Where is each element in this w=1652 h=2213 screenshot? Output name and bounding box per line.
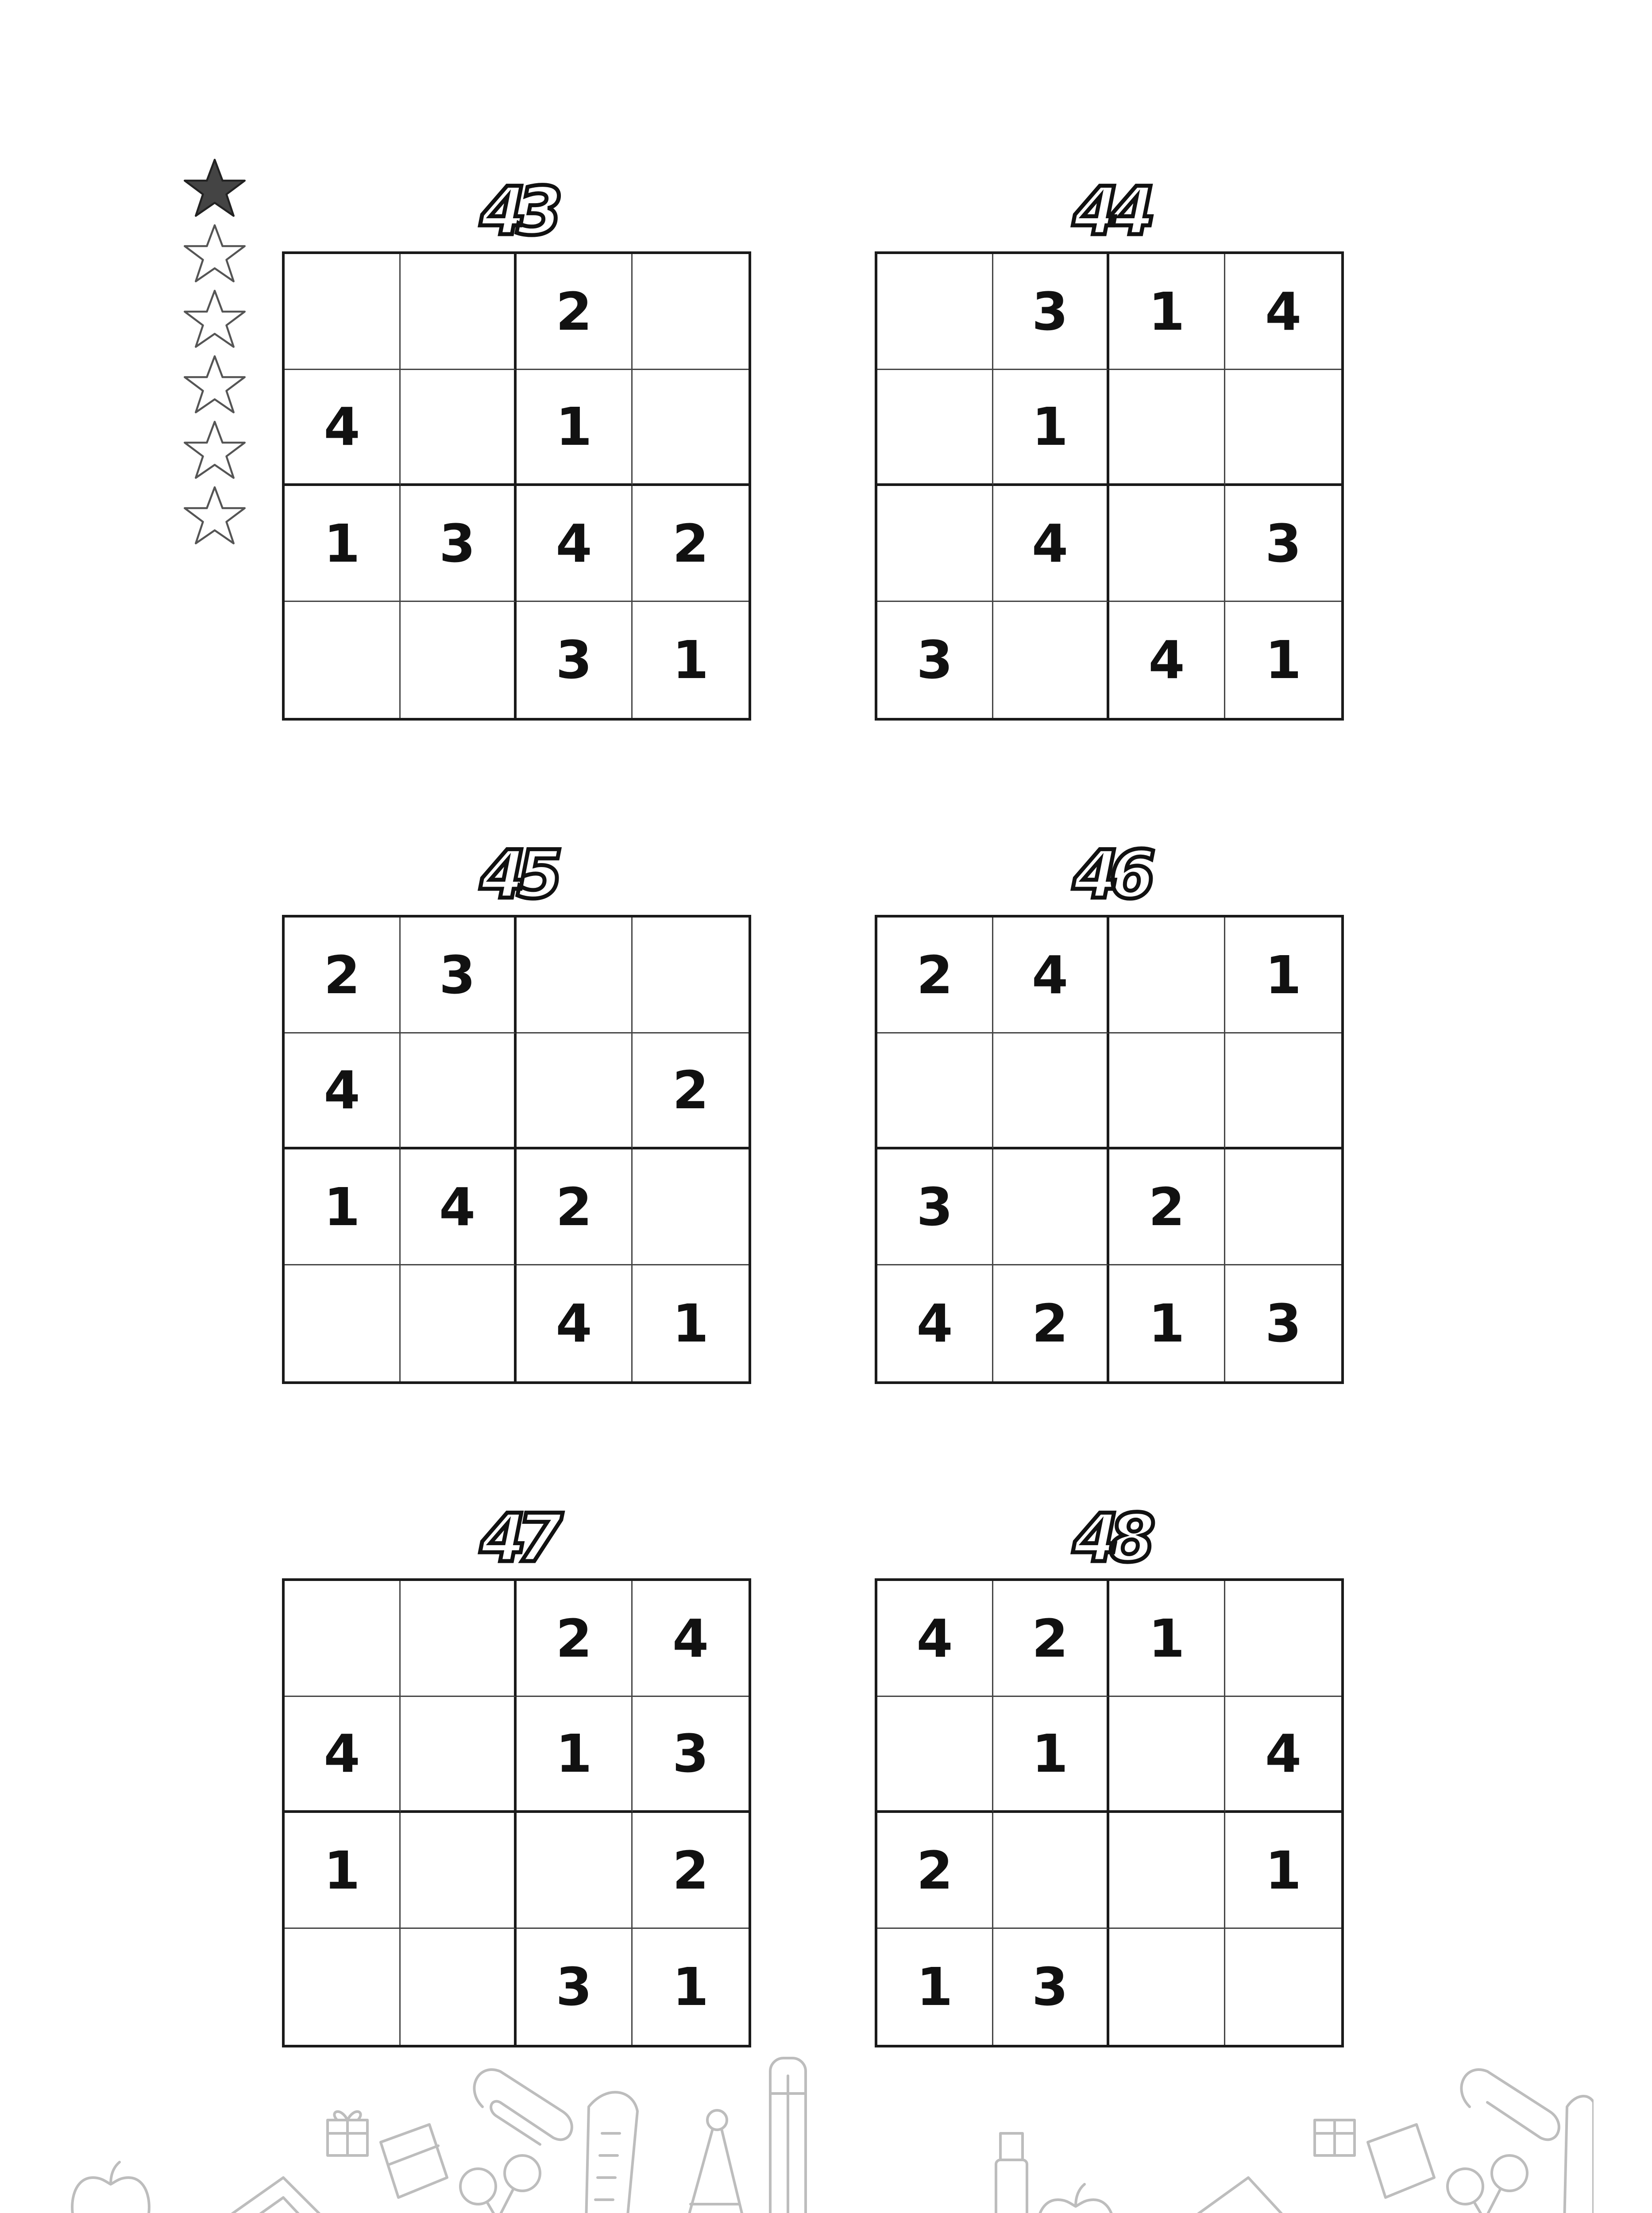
sudoku-cell[interactable] [401,1033,517,1149]
sudoku-grid [282,915,751,1384]
sudoku-cell[interactable] [517,918,633,1033]
puzzle-number: 47 [480,1500,553,1577]
sudoku-cell[interactable] [1109,1033,1225,1149]
sudoku-cell[interactable] [993,1813,1109,1929]
sudoku-cell[interactable] [633,1149,749,1265]
sudoku-grid [875,1578,1344,2047]
compass-icon [677,2110,753,2213]
sudoku-cell[interactable]: 3 [993,1929,1109,2045]
sudoku-cell[interactable] [401,370,517,486]
sudoku-cell[interactable] [1109,918,1225,1033]
sudoku-cell[interactable]: 2 [633,1813,749,1929]
sudoku-cell[interactable]: 1 [285,1149,401,1265]
backpack-icon [208,2178,336,2213]
puzzle-number: 44 [1073,173,1146,250]
sudoku-cell[interactable] [285,1929,401,2045]
sudoku-cell[interactable] [1225,370,1341,486]
sudoku-cell[interactable]: 2 [993,1581,1109,1697]
sudoku-cell[interactable]: 1 [672,1293,709,1354]
sudoku-cell[interactable] [1225,1149,1341,1265]
paperclip-icon [1461,2070,1559,2140]
sudoku-cell[interactable] [877,1697,993,1813]
gift-icon [1315,2120,1355,2155]
scissors-icon [1447,2155,1527,2213]
sudoku-cell[interactable]: 1 [1265,629,1302,690]
sudoku-cell[interactable]: 1 [877,1929,993,2045]
sudoku-cell[interactable] [401,602,517,718]
sudoku-cell[interactable]: 2 [285,918,401,1033]
sudoku-cell[interactable] [285,254,401,370]
sudoku-cell[interactable] [1225,1929,1341,2045]
sudoku-cell[interactable]: 4 [633,1581,749,1697]
sudoku-cell[interactable]: 4 [1225,1697,1341,1813]
sudoku-cell[interactable]: 3 [877,1149,993,1265]
sudoku-cell[interactable] [993,1033,1109,1149]
sudoku-cell[interactable]: 1 [285,486,401,602]
difficulty-rating [181,157,252,550]
sudoku-cell[interactable] [1109,486,1225,602]
sudoku-cell[interactable]: 1 [517,1697,633,1813]
sudoku-cell[interactable]: 1 [1109,254,1225,370]
sudoku-cell[interactable]: 1 [1109,1265,1225,1381]
sudoku-cell[interactable] [1109,1813,1225,1929]
sudoku-grid [875,915,1344,1384]
sudoku-cell[interactable]: 4 [993,486,1109,602]
sudoku-cell[interactable] [401,1813,517,1929]
sudoku-cell[interactable] [877,1033,993,1149]
star-outline-icon [181,223,248,285]
sudoku-cell[interactable]: 4 [1225,254,1341,370]
puzzle-number: 46 [1073,837,1146,914]
sudoku-cell[interactable]: 1 [993,370,1109,486]
sudoku-cell[interactable]: 3 [877,602,993,718]
sudoku-grid [282,1578,751,2047]
eraser-icon [381,2124,447,2198]
sudoku-cell[interactable]: 2 [517,1149,633,1265]
sudoku-grid [282,251,751,721]
sudoku-cell[interactable]: 2 [877,1813,993,1929]
sudoku-cell[interactable]: 3 [401,486,517,602]
sudoku-cell[interactable]: 3 [633,1697,749,1813]
sudoku-cell[interactable] [1109,1697,1225,1813]
paperclip-icon [474,2070,571,2144]
star-filled-icon [181,157,248,219]
sudoku-cell[interactable]: 2 [517,1581,633,1697]
sudoku-cell[interactable] [517,1033,633,1149]
sudoku-cell[interactable]: 2 [517,254,633,370]
sudoku-cell[interactable]: 1 [1225,918,1341,1033]
sudoku-cell[interactable] [1109,370,1225,486]
box-cutter-icon [584,2092,637,2213]
sudoku-cell[interactable] [401,1581,517,1697]
sudoku-cell[interactable]: 3 [993,254,1109,370]
sudoku-cell[interactable]: 1 [1109,1581,1225,1697]
sudoku-cell[interactable]: 3 [401,918,517,1033]
pen-icon [770,2058,806,2213]
sudoku-cell[interactable] [993,1149,1109,1265]
sudoku-cell[interactable]: 2 [633,486,749,602]
apple-icon [72,2162,149,2213]
sudoku-cell[interactable]: 4 [285,370,401,486]
sudoku-cell[interactable]: 3 [1225,486,1341,602]
sudoku-grid [875,251,1344,721]
sudoku-cell[interactable] [633,370,749,486]
sudoku-cell[interactable] [401,1265,517,1381]
star-outline-icon [181,354,248,416]
sudoku-cell[interactable] [633,918,749,1033]
sudoku-cell[interactable]: 1 [517,370,633,486]
sudoku-cell[interactable] [993,602,1109,718]
sudoku-cell[interactable]: 2 [633,1033,749,1149]
puzzle-number: 43 [480,173,553,250]
sudoku-cell[interactable]: 4 [993,918,1109,1033]
sudoku-cell[interactable]: 4 [877,1581,993,1697]
sudoku-cell[interactable] [1109,1929,1225,2045]
sudoku-cell[interactable]: 3 [517,602,633,718]
sudoku-cell[interactable]: 3 [517,1929,633,2045]
sudoku-cell[interactable] [401,1929,517,2045]
sudoku-cell[interactable] [877,370,993,486]
glue-stick-icon [996,2133,1027,2213]
sudoku-cell[interactable]: 2 [1109,1149,1225,1265]
star-outline-icon [181,485,248,547]
sudoku-cell[interactable]: 4 [285,1697,401,1813]
sudoku-cell[interactable] [877,254,993,370]
backpack-icon [1169,2178,1301,2213]
sudoku-cell[interactable]: 1 [993,1697,1109,1813]
sudoku-cell[interactable] [285,1265,401,1381]
sudoku-cell[interactable]: 4 [517,1265,633,1381]
sudoku-cell[interactable] [1225,1581,1341,1697]
star-outline-icon [181,288,248,350]
sudoku-cell[interactable]: 2 [877,918,993,1033]
sudoku-cell[interactable]: 4 [517,486,633,602]
puzzle-number: 45 [480,837,553,914]
eraser-icon [1368,2124,1434,2198]
sudoku-cell[interactable] [401,1697,517,1813]
sudoku-cell[interactable]: 4 [877,1265,993,1381]
sudoku-cell[interactable] [285,602,401,718]
sudoku-cell[interactable] [633,254,749,370]
sudoku-cell[interactable] [877,486,993,602]
scissors-icon [460,2155,540,2213]
sudoku-cell[interactable]: 2 [993,1265,1109,1381]
sudoku-cell[interactable] [401,254,517,370]
sudoku-cell[interactable]: 1 [1225,1813,1341,1929]
sudoku-cell[interactable]: 1 [285,1813,401,1929]
box-cutter-icon [1563,2096,1594,2213]
sudoku-cell[interactable] [517,1813,633,1929]
sudoku-cell[interactable] [1225,1033,1341,1149]
sudoku-cell[interactable] [285,1581,401,1697]
gift-icon [328,2112,367,2155]
sudoku-cell[interactable]: 1 [672,629,709,690]
puzzle-number: 48 [1073,1500,1146,1577]
sudoku-cell[interactable]: 1 [672,1956,709,2017]
sudoku-cell[interactable]: 3 [1265,1293,1302,1354]
sudoku-cell[interactable]: 4 [401,1149,517,1265]
apple-icon [1037,2184,1114,2213]
star-outline-icon [181,419,248,481]
sudoku-cell[interactable]: 4 [285,1033,401,1149]
sudoku-cell[interactable]: 4 [1109,602,1225,718]
school-supplies-decoration [62,2045,1594,2213]
